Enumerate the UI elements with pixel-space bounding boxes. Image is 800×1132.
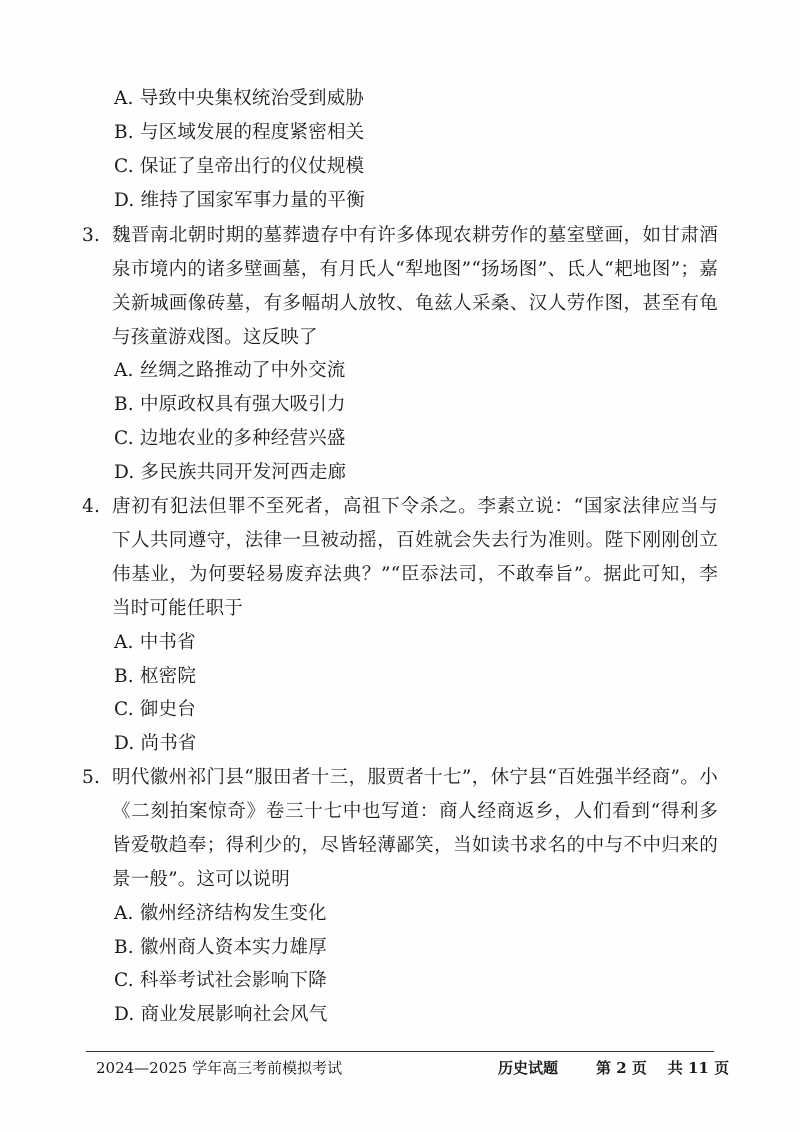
q5-number: 5.: [82, 767, 101, 788]
q3-number: 3.: [82, 225, 101, 246]
q2-option-a: A. 导致中央集权统治受到威胁: [114, 88, 365, 109]
q2-option-d: D. 维持了国家军事力量的平衡: [114, 190, 365, 211]
q5-option-c: C. 科举考试社会影响下降: [114, 970, 327, 991]
q4-stem-line: 当时可能任职于: [112, 598, 243, 619]
q4-option-c: C. 御史台: [114, 699, 196, 720]
q4-option-a: A. 中书省: [114, 632, 196, 653]
q5-option-b: B. 徽州商人资本实力雄厚: [114, 937, 327, 958]
q5-stem-line: 景一般”。这可以说明: [112, 869, 290, 890]
q3-stem-line: 关新城画像砖墓，有多幅胡人放牧、龟兹人采桑、汉人劳作图，甚至有龟: [112, 293, 718, 314]
q2-option-c: C. 保证了皇帝出行的仪仗规模: [114, 156, 365, 177]
q5-stem-line: 明代徽州祁门县“服田者十三，服贾者十七”，休宁县“百姓强半经商”。小: [112, 767, 718, 788]
q3-option-d: D. 多民族共同开发河西走廊: [114, 462, 347, 483]
footer-page-number: 第 2 页 共 11 页: [596, 1059, 730, 1077]
q4-option-b: B. 枢密院: [114, 666, 197, 687]
q2-option-b: B. 与区域发展的程度紧密相关: [114, 122, 365, 143]
q4-stem-line: 唐初有犯法但罪不至死者，高祖下令杀之。李素立说：“国家法律应当与: [112, 496, 718, 517]
q5-stem-line: 《二刻拍案惊奇》卷三十七中也写道：商人经商返乡，人们看到“得利多: [112, 801, 718, 822]
footer-subject: 历史试题: [498, 1059, 559, 1077]
q5-stem-line: 皆爱敬趋奉；得利少的，尽皆轻薄鄙笑，当如读书求名的中与不中归来的: [112, 835, 718, 856]
footer-exam-title: 2024—2025 学年高三考前模拟考试: [96, 1059, 343, 1077]
q5-option-a: A. 徽州经济结构发生变化: [114, 903, 327, 924]
q3-stem-line: 泉市境内的诸多壁画墓，有月氏人“犁地图”“扬场图”、氐人“耙地图”；嘉: [112, 259, 718, 280]
q4-option-d: D. 尚书省: [114, 733, 197, 754]
q3-option-a: A. 丝绸之路推动了中外交流: [114, 360, 346, 381]
q3-option-c: C. 边地农业的多种经营兴盛: [114, 428, 346, 449]
q4-stem-line: 下人共同遵守，法律一旦被动摇，百姓就会失去行为准则。陛下刚刚创立: [112, 530, 718, 551]
q5-option-d: D. 商业发展影响社会风气: [114, 1004, 328, 1025]
q3-stem-line: 魏晋南北朝时期的墓葬遗存中有许多体现农耕劳作的墓室壁画，如甘肃酒: [112, 225, 718, 246]
q4-stem-line: 伟基业，为何要轻易废弃法典？”“臣忝法司，不敢奉旨”。据此可知，李: [112, 564, 718, 585]
footer-divider: [86, 1051, 714, 1052]
q3-option-b: B. 中原政权具有强大吸引力: [114, 394, 346, 415]
q3-stem-line: 与孩童游戏图。这反映了: [112, 327, 318, 348]
q4-number: 4.: [82, 496, 101, 517]
